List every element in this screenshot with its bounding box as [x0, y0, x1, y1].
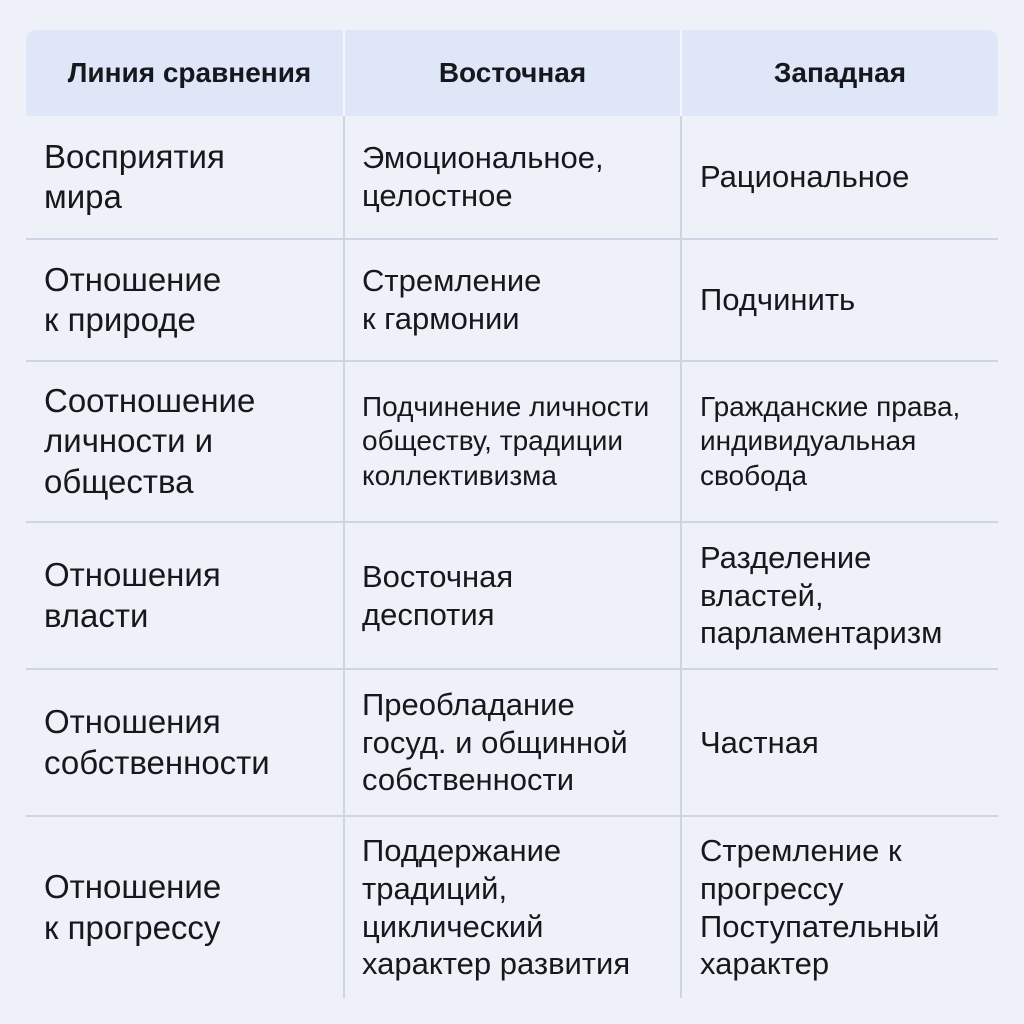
eastern-cell	[344, 239, 681, 361]
cell-line: парламентаризм	[700, 615, 943, 651]
cell-line: Гражданские права,	[700, 391, 961, 423]
cell-line: характер	[700, 946, 830, 982]
header-criterion: Линия сравнения	[26, 30, 344, 116]
cell-line: собственности	[362, 762, 575, 798]
table-row	[26, 669, 998, 816]
eastern-cell	[344, 361, 681, 522]
cell-line: Отношения	[44, 703, 221, 741]
cell-line: Отношение	[44, 868, 222, 906]
criterion-cell	[26, 522, 344, 669]
cell-line: циклический	[362, 908, 544, 944]
cell-line: Восточная	[362, 558, 514, 594]
cell-line: Стремление	[362, 263, 542, 299]
cell-line: собственности	[44, 743, 270, 781]
cell-line: Стремление к	[700, 832, 902, 868]
cell-line: Подчинить	[700, 282, 856, 318]
criterion-cell	[26, 239, 344, 361]
cell-line: деспотия	[362, 596, 495, 632]
cell-line: Отношения	[44, 556, 221, 594]
eastern-cell	[344, 116, 681, 239]
criterion-cell	[26, 116, 344, 239]
cell-line: Соотношение	[44, 382, 256, 420]
cell-line: мира	[44, 178, 122, 215]
cell-line: Преобладание	[362, 686, 575, 722]
cell-line: личности и	[44, 422, 214, 460]
western-cell	[681, 669, 998, 816]
criterion-cell	[26, 669, 344, 816]
comparison-table-container	[26, 30, 998, 998]
western-cell	[681, 816, 998, 998]
header-western: Западная	[681, 30, 998, 116]
western-cell	[681, 361, 998, 522]
table-row	[26, 522, 998, 669]
cell-line: Разделение	[700, 539, 872, 575]
cell-line: коллективизма	[362, 459, 557, 491]
cell-line: Отношение	[44, 260, 222, 298]
criterion-cell	[26, 816, 344, 998]
cell-line: Поддержание	[362, 832, 562, 868]
cell-line: характер развития	[362, 946, 631, 982]
cell-line: прогрессу	[700, 870, 844, 906]
table-row	[26, 116, 998, 239]
table-row	[26, 361, 998, 522]
criterion-cell	[26, 361, 344, 522]
cell-line: Эмоциональное,	[362, 140, 604, 176]
table-row	[26, 239, 998, 361]
cell-line: к природе	[44, 301, 196, 338]
cell-line: Рациональное	[700, 159, 910, 195]
cell-line: общества	[44, 462, 194, 500]
cell-line: Поступательный	[700, 908, 940, 944]
cell-line: традиций,	[362, 870, 508, 906]
eastern-cell	[344, 522, 681, 669]
cell-line: к гармонии	[362, 301, 520, 336]
cell-line: госуд. и общинной	[362, 724, 628, 760]
cell-line: индивидуальная	[700, 425, 917, 457]
header-eastern: Восточная	[344, 30, 681, 116]
cell-line: обществу, традиции	[362, 425, 624, 457]
western-cell	[681, 116, 998, 239]
comparison-table	[26, 30, 998, 998]
cell-line: Восприятия	[44, 137, 225, 175]
western-cell	[681, 522, 998, 669]
cell-line: свобода	[700, 459, 808, 491]
cell-line: Частная	[700, 724, 819, 760]
cell-line: к прогрессу	[44, 908, 221, 946]
cell-line: власти	[44, 596, 149, 634]
western-cell	[681, 239, 998, 361]
cell-line: Подчинение личности	[362, 391, 650, 423]
eastern-cell	[344, 669, 681, 816]
eastern-cell	[344, 816, 681, 998]
table-row	[26, 816, 998, 998]
cell-line: властей,	[700, 577, 824, 613]
cell-line: целостное	[362, 178, 513, 213]
table-header-row	[26, 30, 998, 116]
